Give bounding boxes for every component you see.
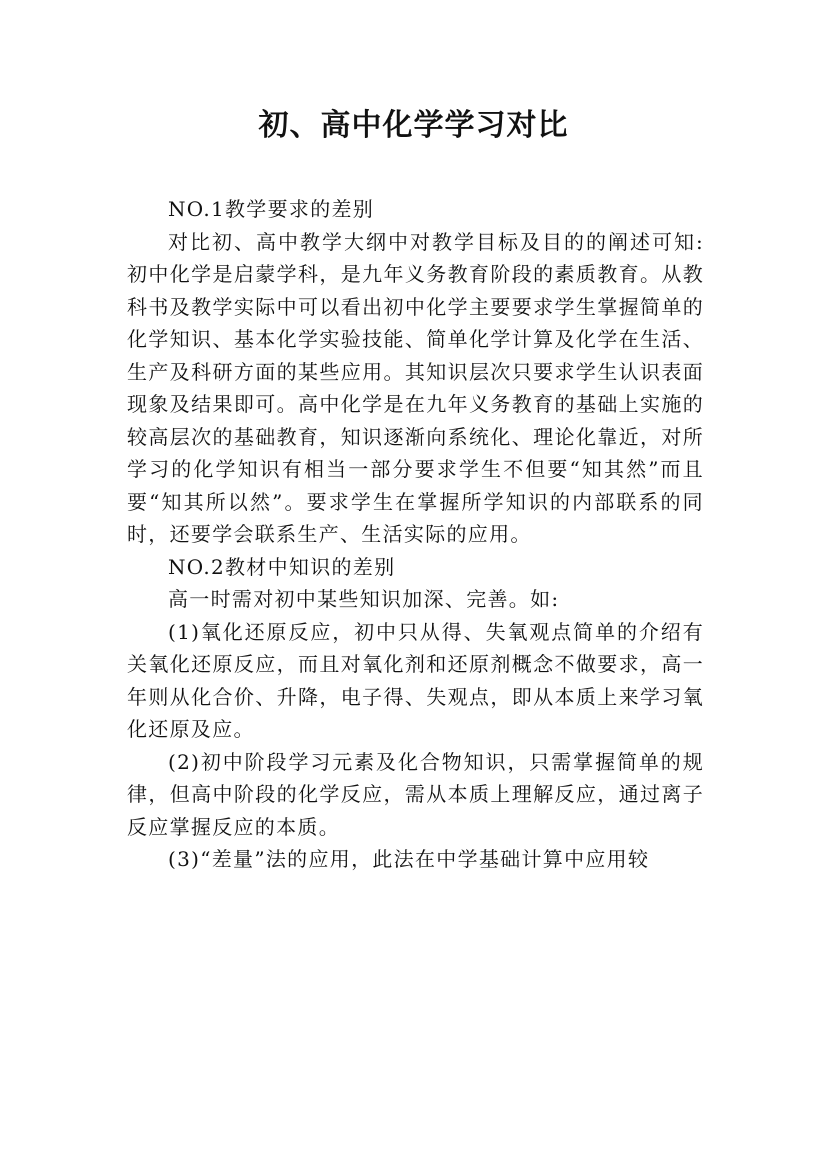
section-2-intro: 高一时需对初中某些知识加深、完善。如: xyxy=(168,587,560,611)
section-1-heading: NO.1教学要求的差别 xyxy=(168,197,375,221)
section-1-paragraph: 对比初、高中教学大纲中对教学目标及目的的阐述可知:初中化学是启蒙学科，是九年义务教育阶段的素质教育。从教科书及教学实际中可以看出初中化学主要要求学生掌握简单的化学知识、基本化学实验技能、简单化学计算及化学在生活、生产及科研方面的某些应用。其知识层次只要求学生认识表面现象及结果即可。高中化学是在九年义务教育的基础上实施的较高层次的基础教育，知识逐渐向系统化、理论化靠近，对所学习的化学知识有相当一部分要求学生不但要“知其然”而且要“知其所以然”。要求学生在掌握所学知识的内部联系的同时，还要学会联系生产、生活实际的应用。 xyxy=(127,229,704,546)
section-2-heading: NO.2教材中知识的差别 xyxy=(168,554,396,579)
document-title: 初、高中化学学习对比 xyxy=(258,108,569,143)
list-item-1: (1)氧化还原反应，初中只从得、失氧观点简单的介绍有关氧化还原反应，而且对氧化剂和还原剂概念不做要求，高一年则从化合价、升降，电子得、失观点，即从本质上来学习氧化还原及应。 xyxy=(127,619,704,741)
document-body xyxy=(127,193,704,876)
list-item-3: (3)“差量”法的应用，此法在中学基础计算中应用较 xyxy=(168,847,650,871)
list-item-2: (2)初中阶段学习元素及化合物知识，只需掌握简单的规律，但高中阶段的化学反应，需从本质上理解反应，通过离子反应掌握反应的本质。 xyxy=(127,749,704,839)
